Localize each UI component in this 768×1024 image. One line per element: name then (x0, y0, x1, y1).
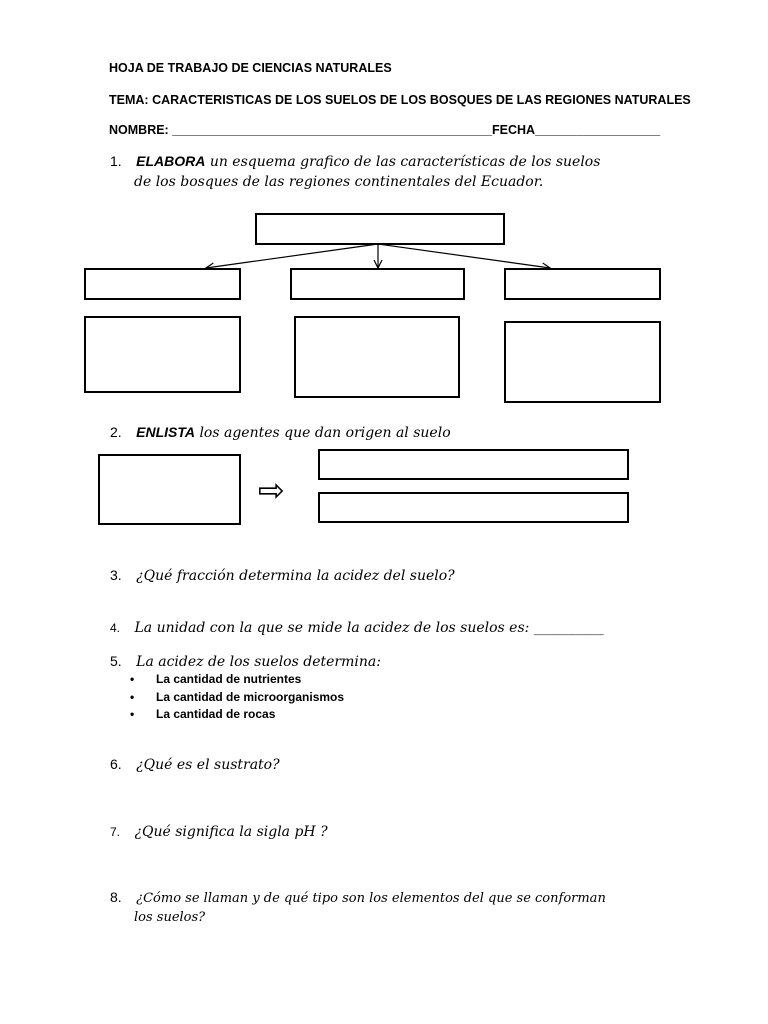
bullet-icon: • (130, 672, 135, 686)
question-4 (110, 619, 604, 637)
agent-answer-box-1[interactable] (318, 449, 629, 480)
question-2 (110, 424, 451, 442)
question-text: ¿Qué es el sustrato? (136, 757, 280, 773)
question-number: 2. (110, 424, 122, 440)
question-number: 7. (110, 825, 121, 839)
question-text: ¿Qué fracción determina la acidez del suelo? (136, 568, 455, 584)
question-7 (110, 823, 328, 841)
agent-answer-box-2[interactable] (318, 492, 629, 523)
diagram-region-box-left[interactable] (84, 268, 241, 300)
question-text: ¿Cómo se llaman y de qué tipo son los elementos del que se conforman (136, 891, 606, 906)
question-text: ¿Qué significa la sigla pH ? (134, 824, 328, 840)
tema-label: TEMA: (109, 93, 149, 107)
acidity-options-list (130, 671, 344, 724)
question-8 (110, 889, 606, 907)
question-text: La unidad con la que se mide la acidez de los suelos es: __________ (134, 620, 604, 636)
right-arrow-icon: ⇨ (258, 471, 285, 509)
list-item: • La cantidad de microorganismos (130, 689, 344, 707)
worksheet-title: HOJA DE TRABAJO DE CIENCIAS NATURALES (109, 61, 392, 75)
list-item: • La cantidad de rocas (130, 706, 344, 724)
question-8-text-line2: los suelos? (134, 910, 206, 925)
nombre-fecha-line[interactable]: NOMBRE: ______________________________________________FECHA__________________ (109, 123, 661, 137)
keyword-enlista: ENLISTA (136, 424, 195, 440)
list-item: • La cantidad de nutrientes (130, 671, 344, 689)
diagram-region-box-center[interactable] (290, 268, 465, 300)
question-text: un esquema grafico de las características de los suelos (205, 154, 601, 170)
bullet-icon: • (130, 689, 135, 704)
question-text: los agentes que dan origen al suelo (195, 425, 451, 441)
diagram-top-box[interactable] (255, 213, 505, 245)
tema-text: CARACTERISTICAS DE LOS SUELOS DE LOS BOSQUES DE LAS REGIONES NATURALES (152, 93, 691, 107)
question-5 (110, 653, 381, 671)
diagram-answer-box-left[interactable] (84, 316, 241, 393)
diagram-answer-box-right[interactable] (504, 321, 661, 403)
question-text: La acidez de los suelos determina: (136, 654, 381, 670)
agents-source-box[interactable] (98, 454, 241, 525)
question-number: 6. (110, 756, 122, 772)
question-number: 8. (110, 889, 122, 905)
bullet-icon: • (130, 707, 135, 721)
diagram-answer-box-center[interactable] (294, 316, 460, 398)
question-number: 5. (110, 653, 122, 669)
question-number: 4. (110, 621, 121, 635)
question-1-text-line2: de los bosques de las regiones continentales del Ecuador. (134, 174, 544, 190)
question-3 (110, 567, 455, 585)
diagram-region-box-right[interactable] (504, 268, 661, 300)
question-6 (110, 756, 280, 774)
keyword-elabora: ELABORA (136, 153, 206, 169)
question-number: 1. (110, 153, 122, 169)
question-number: 3. (110, 567, 122, 583)
